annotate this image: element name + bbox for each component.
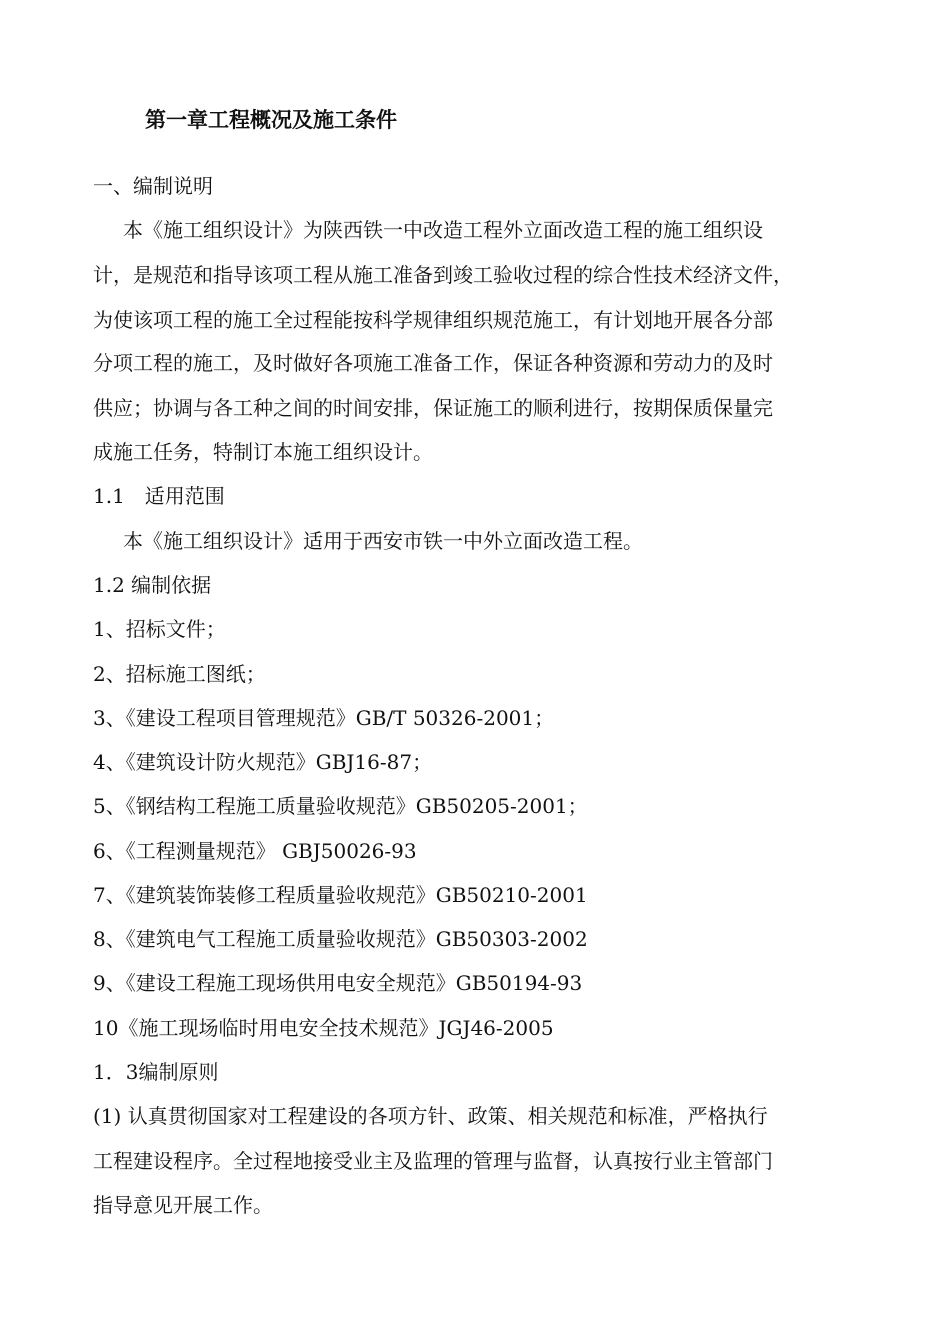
paragraph-line: 为使该项工程的施工全过程能按科学规律组织规范施工，有计划地开展各分部	[93, 308, 773, 332]
section-heading: 1．3编制原则	[93, 1060, 219, 1084]
paragraph-line: 分项工程的施工，及时做好各项施工准备工作，保证各种资源和劳动力的及时	[93, 351, 773, 375]
paragraph-line: 工程建设程序。全过程地接受业主及监理的管理与监督，认真按行业主管部门	[93, 1149, 773, 1173]
list-item: 1、招标文件；	[93, 617, 226, 641]
list-item: 10《施工现场临时用电安全技术规范》JGJ46-2005	[93, 1016, 554, 1040]
paragraph-line: 供应；协调与各工种之间的时间安排，保证施工的顺利进行，按期保质保量完	[93, 396, 773, 420]
paragraph-line: 本《施工组织设计》为陕西铁一中改造工程外立面改造工程的施工组织设	[123, 218, 763, 242]
list-item: 7、《建筑装饰装修工程质量验收规范》GB50210-2001	[93, 883, 588, 907]
paragraph-line: 计，是规范和指导该项工程从施工准备到竣工验收过程的综合性技术经济文件，	[93, 263, 793, 287]
list-item: 9、《建设工程施工现场供用电安全规范》GB50194-93	[93, 971, 583, 995]
section-heading: 1.2 编制依据	[93, 573, 212, 597]
list-item: 6、《工程测量规范》 GBJ50026-93	[93, 839, 417, 863]
paragraph-line: 指导意见开展工作。	[93, 1193, 273, 1217]
list-item: 4、《建筑设计防火规范》GBJ16-87；	[93, 750, 433, 774]
list-item: 8、《建筑电气工程施工质量验收规范》GB50303-2002	[93, 927, 588, 951]
section-heading: 一、编制说明	[93, 174, 213, 198]
list-item: 5、《钢结构工程施工质量验收规范》GB50205-2001；	[93, 794, 588, 818]
paragraph-line: (1) 认真贯彻国家对工程建设的各项方针、政策、相关规范和标准，严格执行	[93, 1104, 768, 1128]
list-item: 2、招标施工图纸；	[93, 662, 266, 686]
chapter-title: 第一章工程概况及施工条件	[145, 107, 397, 132]
paragraph-line: 本《施工组织设计》适用于西安市铁一中外立面改造工程。	[123, 529, 643, 553]
paragraph-line: 成施工任务，特制订本施工组织设计。	[93, 440, 433, 464]
section-heading: 1.1 适用范围	[93, 484, 225, 508]
list-item: 3、《建设工程项目管理规范》GB/T 50326-2001；	[93, 706, 555, 730]
